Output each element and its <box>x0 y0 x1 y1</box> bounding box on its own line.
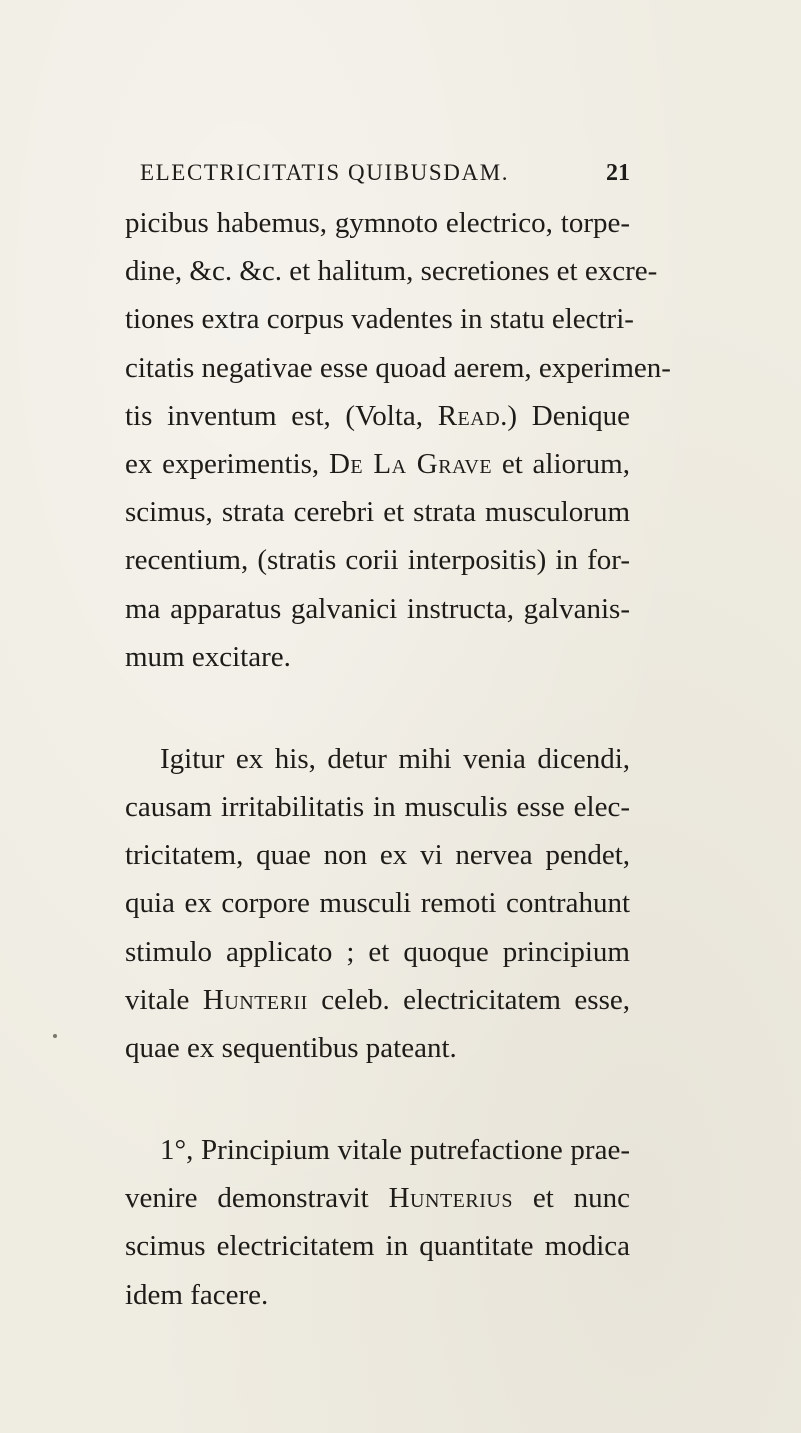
text-line <box>125 932 630 972</box>
text-line <box>160 739 630 779</box>
text-segment: vitale <box>125 984 203 1016</box>
text-segment: recentium, (stratis corii interpositis) in for- <box>125 544 630 576</box>
text-line <box>160 1130 630 1170</box>
running-head <box>140 160 630 200</box>
running-title: ELECTRICITATIS QUIBUSDAM. <box>140 160 510 185</box>
text-line <box>125 203 630 243</box>
text-segment: et nunc <box>512 1182 630 1214</box>
text-segment: citatis negativae esse quoad aerem, experimen- <box>125 352 671 384</box>
text-segment: .) Denique <box>500 400 630 432</box>
text-segment: Igitur ex his, detur mihi venia dicendi, <box>160 743 630 775</box>
text-line <box>125 492 630 532</box>
text-segment: stimulo applicato ; et quoque principium <box>125 936 630 968</box>
text-segment: tis inventum est, (Volta, <box>125 400 438 432</box>
text-segment: tricitatem, quae non ex vi nervea pendet, <box>125 839 630 871</box>
text-segment: quae ex sequentibus pateant. <box>125 1032 457 1064</box>
small-caps-name: Read <box>437 400 501 432</box>
text-line <box>125 883 630 923</box>
text-segment: dine, &c. &c. et halitum, secretiones et excre- <box>125 255 658 287</box>
small-caps-name: De La Grave <box>328 448 493 480</box>
paper-speck <box>53 1034 57 1038</box>
text-segment: quia ex corpore musculi remoti contrahunt <box>125 887 630 919</box>
text-line <box>125 540 630 580</box>
text-segment: scimus, strata cerebri et strata musculorum <box>125 496 630 528</box>
text-line <box>125 637 291 677</box>
small-caps-name: Hunterii <box>202 984 308 1016</box>
text-line <box>125 251 658 291</box>
small-caps-name: Hunterius <box>388 1182 513 1214</box>
text-segment: 1°, Principium vitale putrefactione prae- <box>160 1134 630 1166</box>
text-segment: ex experimentis, <box>125 448 329 480</box>
text-line <box>125 348 671 388</box>
text-line <box>125 835 630 875</box>
text-line <box>125 1178 630 1218</box>
text-segment: idem facere. <box>125 1279 269 1311</box>
text-line <box>125 299 634 339</box>
text-segment: scimus electricitatem in quantitate modica <box>125 1230 630 1262</box>
text-line <box>125 396 630 436</box>
text-line <box>125 1275 268 1315</box>
text-segment: causam irritabilitatis in musculis esse elec- <box>125 791 630 823</box>
text-line <box>125 1028 457 1068</box>
text-segment: celeb. electricitatem esse, <box>307 984 630 1016</box>
text-line <box>125 787 630 827</box>
text-segment: et aliorum, <box>492 448 630 480</box>
text-line <box>125 1226 630 1266</box>
text-line <box>125 444 630 484</box>
text-segment: venire demonstravit <box>125 1182 389 1214</box>
text-segment: picibus habemus, gymnoto electrico, torpe- <box>125 207 630 239</box>
text-segment: tiones extra corpus vadentes in statu electri- <box>125 303 634 335</box>
text-segment: ma apparatus galvanici instructa, galvanis- <box>125 593 630 625</box>
text-line <box>125 980 630 1020</box>
text-line <box>125 589 630 629</box>
text-segment: mum excitare. <box>125 641 291 673</box>
page-number: 21 <box>606 160 630 186</box>
